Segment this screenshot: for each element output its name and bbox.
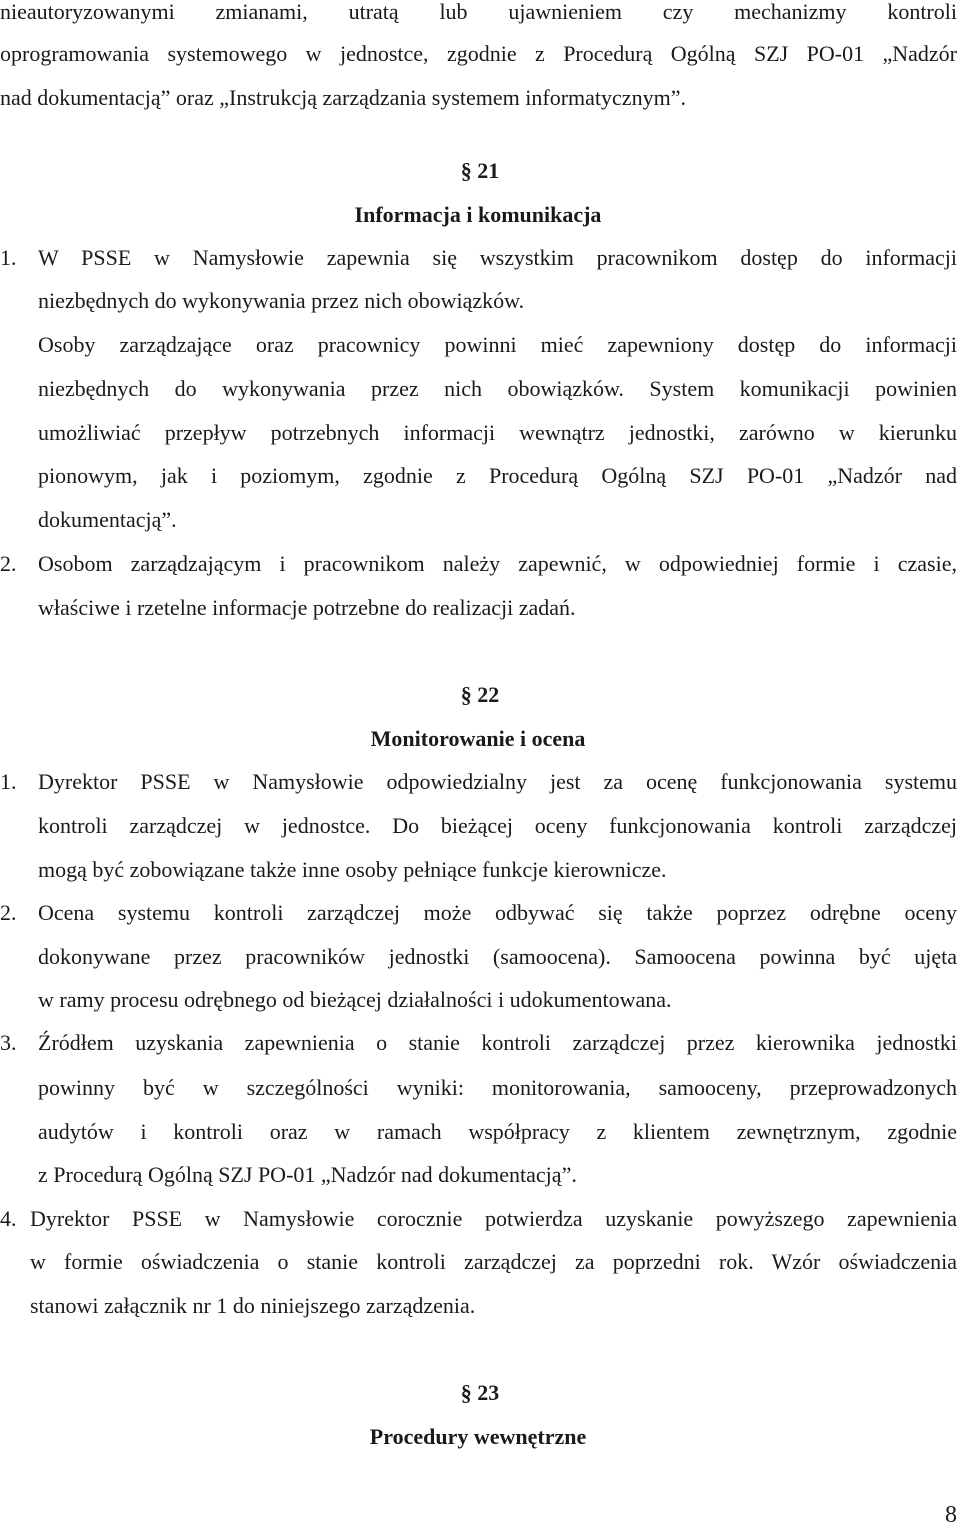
s21-p2-number: 2.: [0, 551, 17, 576]
s22-p1-line-2: kontroli zarządczej w jednostce. Do bieżącej oceny funkcjonowania kontroli zarządczej: [38, 813, 957, 838]
intro-line-2: oprogramowania systemowego w jednostce, zgodnie z Procedurą Ogólną SZJ PO-01 „Nadzór: [0, 41, 957, 66]
s22-p3-line-2: powinny być w szczególności wyniki: monitorowania, samooceny, przeprowadzonych: [38, 1075, 957, 1100]
s22-p3-line-3: audytów i kontroli oraz w ramach współpracy z klientem zewnętrznym, zgodnie: [38, 1119, 957, 1144]
s22-p2-number: 2.: [0, 900, 17, 925]
s22-p2-line-1: Ocena systemu kontroli zarządczej może odbywać się także poprzez odrębne oceny: [38, 900, 957, 925]
intro-line-3: nad dokumentacją” oraz „Instrukcją zarządzania systemem informatycznym”.: [0, 85, 686, 110]
s21-p1-line-1: W PSSE w Namysłowie zapewnia się wszystkim pracownikom dostęp do informacji: [38, 245, 957, 270]
s22-p3-line-1: Źródłem uzyskania zapewnienia o stanie kontroli zarządczej przez kierownika jednostki: [38, 1030, 957, 1055]
s22-p4-number: 4.: [0, 1206, 17, 1231]
s22-p2-line-3: w ramy procesu odrębnego od bieżącej działalności i udokumentowana.: [38, 987, 672, 1012]
s21-p1-line-6: pionowym, jak i poziomym, zgodnie z Procedurą Ogólną SZJ PO-01 „Nadzór nad: [38, 463, 957, 488]
s21-p1-line-5: umożliwiać przepływ potrzebnych informacji wewnątrz jednostki, zarówno w kierunku: [38, 420, 957, 445]
section-21-mark: § 21: [460, 158, 500, 183]
section-21-title: Informacja i komunikacja: [354, 202, 602, 227]
s21-p1-line-7: dokumentacją”.: [38, 507, 177, 532]
s22-p2-line-2: dokonywane przez pracowników jednostki (samoocena). Samoocena powinna być ujęta: [38, 944, 957, 969]
s22-p1-line-3: mogą być zobowiązane także inne osoby pełniące funkcje kierownicze.: [38, 857, 667, 882]
s22-p3-number: 3.: [0, 1030, 17, 1055]
s22-p3-line-4: z Procedurą Ogólną SZJ PO-01 „Nadzór nad dokumentacją”.: [38, 1162, 577, 1187]
s22-p4-line-2: w formie oświadczenia o stanie kontroli zarządczej za poprzedni rok. Wzór oświadczenia: [30, 1249, 957, 1274]
s21-p2-line-2: właściwe i rzetelne informacje potrzebne do realizacji zadań.: [38, 595, 576, 620]
s21-p1-line-3: Osoby zarządzające oraz pracownicy powinni mieć zapewniony dostęp do informacji: [38, 332, 957, 357]
s22-p4-line-1: Dyrektor PSSE w Namysłowie corocznie potwierdza uzyskanie powyższego zapewnienia: [30, 1206, 957, 1231]
section-22-title: Monitorowanie i ocena: [370, 726, 586, 751]
s22-p1-number: 1.: [0, 769, 17, 794]
s21-p1-number: 1.: [0, 245, 17, 270]
s22-p1-line-1: Dyrektor PSSE w Namysłowie odpowiedzialny jest za ocenę funkcjonowania systemu: [38, 769, 957, 794]
section-23-title: Procedury wewnętrzne: [369, 1424, 587, 1449]
s21-p2-line-1: Osobom zarządzającym i pracownikom należy zapewnić, w odpowiedniej formie i czasie,: [38, 551, 957, 576]
s21-p1-line-2: niezbędnych do wykonywania przez nich obowiązków.: [38, 288, 525, 313]
s21-p1-line-4: niezbędnych do wykonywania przez nich obowiązków. System komunikacji powinien: [38, 376, 957, 401]
section-22-mark: § 22: [460, 682, 500, 707]
s22-p4-line-3: stanowi załącznik nr 1 do niniejszego zarządzenia.: [30, 1293, 476, 1318]
intro-line-1: nieautoryzowanymi zmianami, utratą lub ujawnieniem czy mechanizmy kontroli: [0, 0, 957, 24]
page-number: 8: [945, 1502, 957, 1528]
section-23-mark: § 23: [460, 1380, 500, 1405]
